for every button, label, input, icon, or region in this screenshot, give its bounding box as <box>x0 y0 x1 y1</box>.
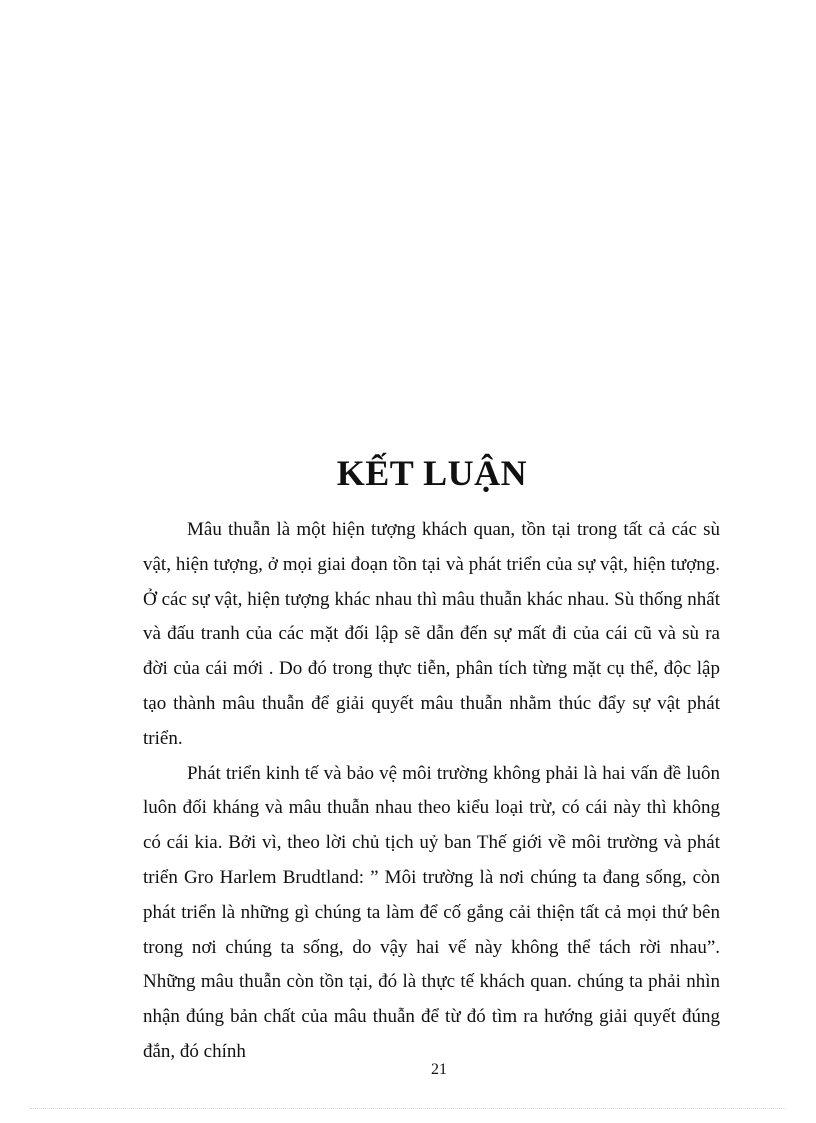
footer-divider <box>30 1108 786 1109</box>
paragraph-1: Mâu thuẫn là một hiện tượng khách quan, tồn tại trong tất cả các sù vật, hiện tượng, ở mọi giai đoạn tồn tại và phát triển của sự vật, hiện tượng. Ở các sự vật, hiện tượng khác nhau thì mâu thuẫn khác nhau. Sù thống nhất và đấu tranh của các mặt đối lập sẽ dẫn đến sự mất đi của cái cũ và sù ra đời của cái mới . Do đó trong thực tiễn, phân tích từng mặt cụ thể, độc lập tạo thành mâu thuẫn để giải quyết mâu thuẫn nhằm thúc đẩy sự vật phát triển. <box>143 519 720 749</box>
paragraph-2: Phát triển kinh tế và bảo vệ môi trường không phải là hai vấn đề luôn luôn đối kháng và mâu thuẫn nhau theo kiểu loại trừ, có cái này thì không có cái kia. Bởi vì, theo lời chủ tịch uỷ ban Thế giới về môi trường và phát triển Gro Harlem Brudtland: ” Môi trường là nơi chúng ta đang sống, còn phát triển là những gì chúng ta làm để cố gắng cải thiện tất cả mọi thứ bên trong nơi chúng ta sống, do vậy hai vế này không thể tách rời nhau”. Những mâu thuẫn còn tồn tại, đó là thực tế khách quan. chúng ta phải nhìn nhận đúng bản chất của mâu thuẫn để từ đó tìm ra hướng giải quyết đúng đắn, đó chính <box>143 762 720 1062</box>
body-text <box>143 513 720 1070</box>
page-title: KẾT LUẬN <box>336 453 528 493</box>
page-number: 21 <box>431 1061 447 1078</box>
